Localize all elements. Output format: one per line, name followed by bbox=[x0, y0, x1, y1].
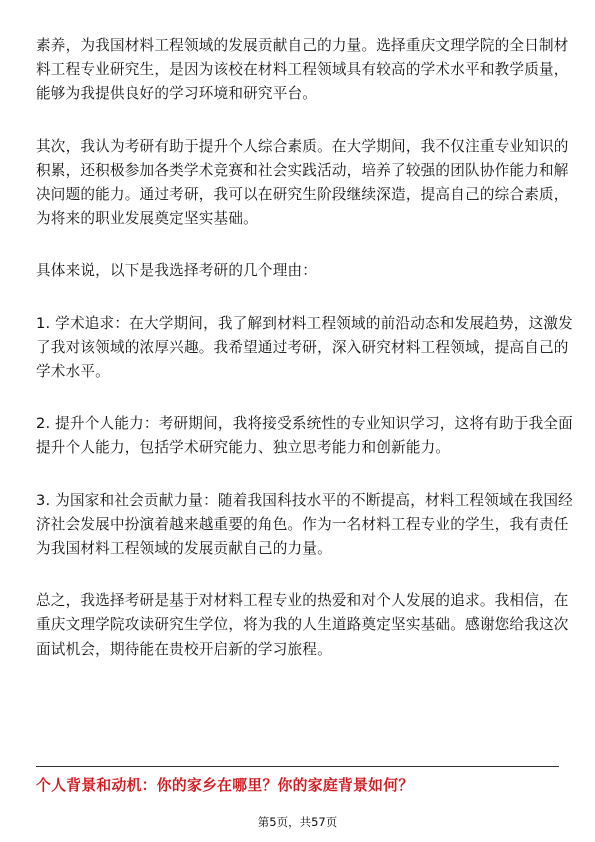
text-line: 2. 提升个人能力：考研期间，我将接受系统性的专业知识学习，这将有助于我全面 bbox=[36, 415, 573, 433]
text-line: 提升个人能力，包括学术研究能力、独立思考能力和创新能力。 bbox=[36, 439, 451, 457]
page-number-footer: 第5页，共57页 bbox=[257, 815, 338, 829]
text-line: 能够为我提供良好的学习环境和研究平台。 bbox=[36, 85, 318, 103]
text-line: 1. 学术追求：在大学期间，我了解到材料工程领域的前沿动态和发展趋势，这激发 bbox=[36, 314, 573, 332]
document-body bbox=[36, 34, 573, 690]
text-line: 为我国材料工程领域的发展贡献自己的力量。 bbox=[36, 540, 332, 558]
text-line: 总之，我选择考研是基于对材料工程专业的热爱和对个人发展的追求。我相信，在 bbox=[36, 592, 569, 610]
text-line: 积累，还积极参加各类学术竞赛和社会实践活动，培养了较强的团队协作能力和解 bbox=[36, 161, 569, 179]
section-divider bbox=[36, 766, 559, 767]
text-line: 素养，为我国材料工程领域的发展贡献自己的力量。选择重庆文理学院的全日制材 bbox=[36, 37, 569, 54]
text-line: 料工程专业研究生，是因为该校在材料工程领域具有较高的学术水平和教学质量， bbox=[36, 61, 569, 79]
text-line: 为将来的职业发展奠定坚实基础。 bbox=[36, 210, 258, 228]
text-line: 其次，我认为考研有助于提升个人综合素质。在大学期间，我不仅注重专业知识的 bbox=[36, 137, 569, 155]
paragraph-intro-continuation bbox=[36, 34, 569, 107]
next-question-heading: 个人背景和动机：你的家乡在哪里？你的家庭背景如何？ bbox=[36, 777, 414, 794]
text-line: 面试机会，期待能在贵校开启新的学习旅程。 bbox=[36, 640, 332, 658]
text-line: 3. 为国家和社会贡献力量：随着我国科技水平的不断提高，材料工程领域在我国经 bbox=[36, 491, 573, 509]
text-line: 了我对该领域的浓厚兴趣。我希望通过考研，深入研究材料工程领域，提高自己的 bbox=[36, 338, 569, 356]
paragraph-reasons-intro bbox=[36, 259, 562, 283]
paragraph-reason-1 bbox=[36, 312, 573, 385]
paragraph-reason-2 bbox=[36, 412, 573, 460]
text-line: 决问题的能力。通过考研，我可以在研究生阶段继续深造，提高自己的综合素质， bbox=[36, 186, 569, 204]
paragraph-conclusion bbox=[36, 589, 569, 662]
text-line: 重庆文理学院攻读研究生学位，将为我的人生道路奠定坚实基础。感谢您给我这次 bbox=[36, 616, 569, 634]
paragraph-reason-3 bbox=[36, 489, 573, 562]
text-line: 济社会发展中扮演着越来越重要的角色。作为一名材料工程专业的学生，我有责任 bbox=[36, 515, 569, 533]
text-line: 具体来说，以下是我选择考研的几个理由： bbox=[36, 262, 318, 280]
paragraph-second-reason bbox=[36, 135, 569, 232]
text-line: 学术水平。 bbox=[36, 363, 110, 381]
